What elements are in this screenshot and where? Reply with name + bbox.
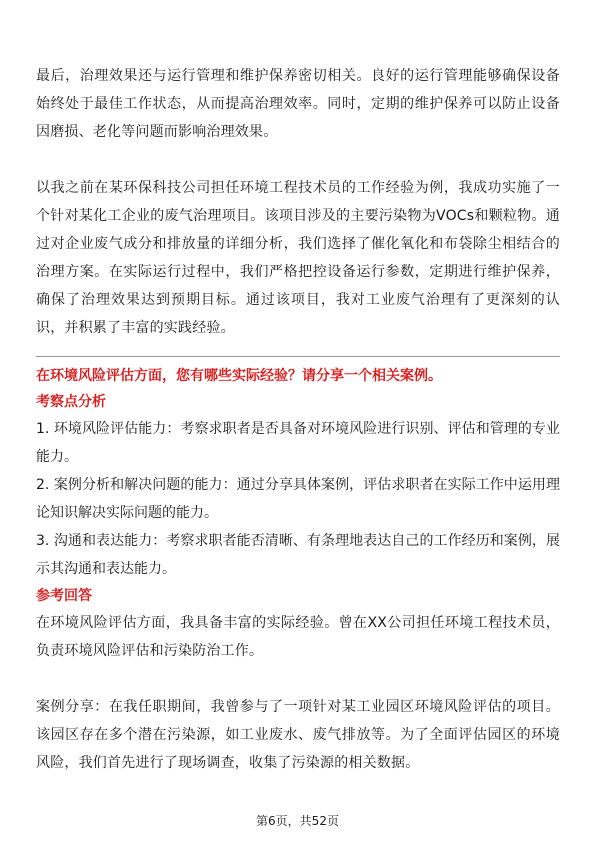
section-divider [36,356,560,357]
intro-paragraph-1: 最后，治理效果还与运行管理和维护保养密切相关。良好的运行管理能够确保设备始终处于最佳工作状态，从而提高治理效率。同时，定期的维护保养可以防止设备因磨损、老化等问题而影响治理效果。 [36,68,560,140]
answer-heading: 参考回答 [36,588,92,604]
analysis-heading: 考察点分析 [36,394,106,410]
analysis-item-2: 2. 案例分析和解决问题的能力：通过分享具体案例，评估求职者在实际工作中运用理论知识解决实际问题的能力。 [36,477,560,521]
interview-question: 在环境风险评估方面，您有哪些实际经验？请分享一个相关案例。 [36,368,442,384]
answer-paragraph-2: 案例分享：在我任职期间，我曾参与了一项针对某工业园区环境风险评估的项目。该园区存在多个潜在污染源，如工业废水、废气排放等。为了全面评估园区的环境风险，我们首先进行了现场调查，收集了污染源的相关数据。 [36,699,560,771]
page-number-footer: 第6页，共52页 [256,814,339,828]
analysis-item-3: 3. 沟通和表达能力：考察求职者能否清晰、有条理地表达自己的工作经历和案例，展示其沟通和表达能力。 [36,533,560,577]
analysis-item-1: 1. 环境风险评估能力：考察求职者是否具备对环境风险进行识别、评估和管理的专业能力。 [36,421,560,465]
intro-paragraph-2: 以我之前在某环保科技公司担任环境工程技术员的工作经验为例，我成功实施了一个针对某化工企业的废气治理项目。该项目涉及的主要污染物为VOCs和颗粒物。通过对企业废气成分和排放量的详细分析，我们选择了催化氧化和布袋除尘相结合的治理方案。在实际运行过程中，我们严格把控设备运行参数，定期进行维护保养，确保了治理效果达到预期目标。通过该项目，我对工业废气治理有了更深刻的认识，并积累了丰富的实践经验。 [36,180,560,336]
paragraph-spacer [36,146,560,174]
document-page [36,62,560,777]
paragraph-spacer [36,665,560,693]
answer-paragraph-1: 在环境风险评估方面，我具备丰富的实际经验。曾在XX公司担任环境工程技术员，负责环境风险评估和污染防治工作。 [36,615,560,659]
